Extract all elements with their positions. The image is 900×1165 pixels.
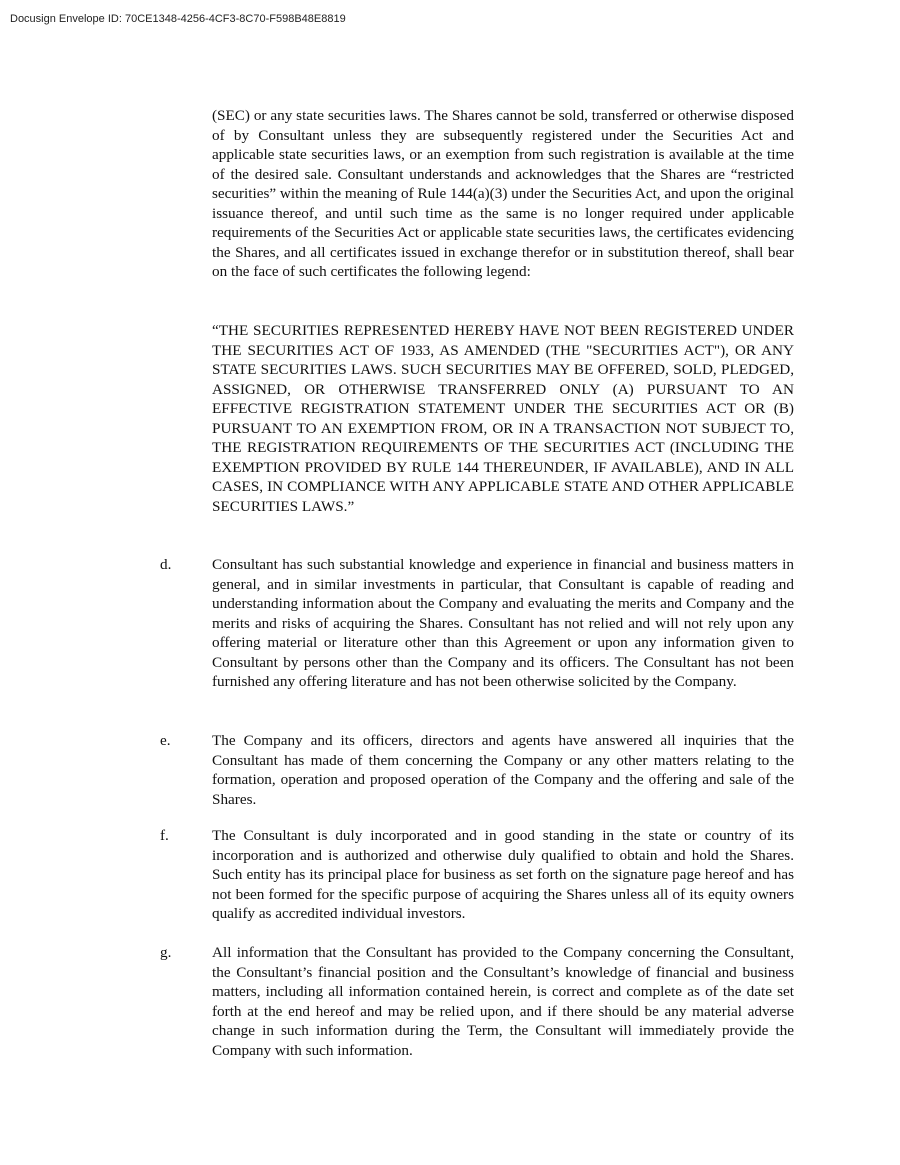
item-text-g: All information that the Consultant has provided to the Company concerning the Consultant, the Consultant’s financial position and the Consultant’s knowledge of financial and business matters, including all information contained herein, is correct and complete as of the date set forth at the end hereof and may be relied upon, and if there should be any material adverse change in such information during the Term, the Consultant will immediately provide the Company with such information. [212, 944, 794, 1059]
item-text-f: The Consultant is duly incorporated and in good standing in the state or country of its incorporation and is authorized and otherwise duly qualified to obtain and hold the Shares. Such entity has its principal place for business as set forth on the signature page hereof and has not been formed for the specific purpose of acquiring the Shares unless all of its equity owners qualify as accredited individual investors. [212, 827, 794, 922]
item-letter-g: g. [160, 944, 172, 961]
item-text-d: Consultant has such substantial knowledge and experience in financial and business matters in general, and in similar investments in particular, that Consultant is capable of reading and understanding information about the Company and evaluating the merits and Company and the merits and risks of acquiring the Shares. Consultant has not relied and will not rely upon any offering material or literature other than this Agreement or upon any information given to Consultant by persons other than the Company and its officers. The Consultant has not been furnished any offering literature and has not been otherwise solicited by the Company. [212, 556, 794, 690]
envelope-id: Docusign Envelope ID: 70CE1348-4256-4CF3-8C70-F598B48E8819 [10, 13, 346, 25]
item-text-e: The Company and its officers, directors and agents have answered all inquiries that the Consultant has made of them concerning the Company or any other matters relating to the formation, operation and proposed operation of the Company and the offering and sale of the Shares. [212, 732, 794, 808]
item-letter-d: d. [160, 556, 172, 573]
securities-legend: “THE SECURITIES REPRESENTED HEREBY HAVE NOT BEEN REGISTERED UNDER THE SECURITIES ACT OF 1933, AS AMENDED (THE "SECURITIES ACT"), OR ANY STATE SECURITIES LAWS. SUCH SECURITIES MAY BE OFFERED, SOLD, PLEDGED, ASSIGNED, OR OTHERWISE TRANSFERRED ONLY (A) PURSUANT TO AN EFFECTIVE REGISTRATION STATEMENT UNDER THE SECURITIES ACT OR (B) PURSUANT TO AN EXEMPTION FROM, OR IN A TRANSACTION NOT SUBJECT TO, THE REGISTRATION REQUIREMENTS OF THE SECURITIES ACT (INCLUDING THE EXEMPTION PROVIDED BY RULE 144 THEREUNDER, IF AVAILABLE), AND IN ALL CASES, IN COMPLIANCE WITH ANY APPLICABLE STATE AND OTHER APPLICABLE SECURITIES LAWS.” [212, 322, 794, 515]
continuation-paragraph: (SEC) or any state securities laws. The Shares cannot be sold, transferred or otherwise disposed of by Consultant unless they are subsequently registered under the Securities Act and applicable state securities laws, or an exemption from such registration is available at the time of the desired sale. Consultant understands and acknowledges that the Shares are “restricted securities” within the meaning of Rule 144(a)(3) under the Securities Act, and upon the original issuance thereof, and until such time as the same is no longer required under applicable requirements of the Securities Act or applicable state securities laws, the certificates evidencing the Shares, and all certificates issued in exchange therefor or in substitution thereof, shall bear on the face of such certificates the following legend: [212, 107, 794, 280]
item-letter-f: f. [160, 827, 169, 844]
item-letter-e: e. [160, 732, 171, 749]
